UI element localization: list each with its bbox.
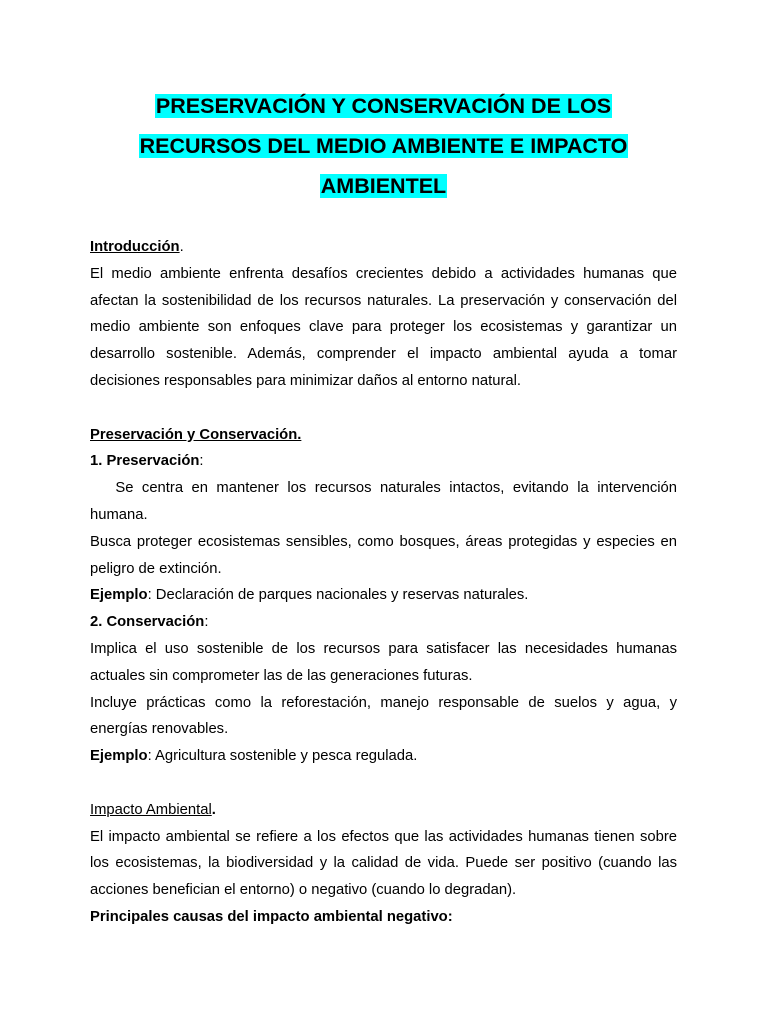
preservation-section-heading: Preservación y Conservación. bbox=[90, 426, 302, 443]
conservation-item-heading-punct: : bbox=[204, 614, 209, 631]
intro-heading-punct: . bbox=[179, 239, 184, 255]
conservation-example-label: Ejemplo bbox=[90, 748, 148, 765]
spacer bbox=[90, 395, 677, 422]
conservation-item-heading-line bbox=[90, 609, 677, 636]
impact-heading: Impacto Ambiental bbox=[90, 801, 212, 818]
impact-causes-heading-text: Principales causas del impacto ambiental negativo: bbox=[90, 908, 453, 925]
preservation-example-text: : Declaración de parques nacionales y reservas naturales. bbox=[147, 587, 529, 604]
document-title bbox=[90, 86, 677, 206]
preservation-item-heading-line bbox=[90, 448, 677, 475]
preservation-paragraph-1: Se centra en mantener los recursos naturales intactos, evitando la intervención humana. bbox=[90, 480, 682, 523]
document-page bbox=[90, 86, 682, 931]
impact-causes-heading bbox=[90, 904, 677, 931]
title-line-3: AMBIENTEL bbox=[320, 174, 447, 198]
preservation-example bbox=[90, 582, 677, 609]
conservation-item-heading: 2. Conservación bbox=[90, 614, 205, 631]
impact-heading-punct: . bbox=[211, 801, 216, 818]
impact-paragraph: El impacto ambiental se refiere a los efectos que las actividades humanas tienen sobre los ecosistemas, la biodiversidad y la calidad de vida. Puede ser positivo (cuando las acciones benefician el entorno) o negativo (cuando lo degradan). bbox=[90, 828, 677, 899]
conservation-example-text: : Agricultura sostenible y pesca regulada. bbox=[147, 748, 418, 765]
title-line-1: PRESERVACIÓN Y CONSERVACIÓN DE LOS bbox=[155, 94, 612, 118]
preservation-item-heading: 1. Preservación bbox=[90, 453, 200, 470]
document-body bbox=[90, 234, 682, 931]
preservation-example-label: Ejemplo bbox=[90, 587, 148, 604]
conservation-paragraph-2: Incluye prácticas como la reforestación, manejo responsable de suelos y agua, y energías renovables. bbox=[90, 694, 677, 738]
intro-paragraph: El medio ambiente enfrenta desafíos crecientes debido a actividades humanas que afectan la sostenibilidad de los recursos naturales. La preservación y conservación del medio ambiente son enfoques clave para proteger los ecosistemas y garantizar un desarrollo sostenible. Además, comprender el impacto ambiental ayuda a tomar decisiones responsables para minimizar daños al entorno natural. bbox=[90, 265, 677, 389]
preservation-item-heading-punct: : bbox=[199, 453, 204, 470]
title-line-2: RECURSOS DEL MEDIO AMBIENTE E IMPACTO bbox=[139, 134, 628, 158]
spacer bbox=[90, 770, 677, 797]
intro-heading-line bbox=[90, 234, 677, 261]
intro-heading: Introducción bbox=[90, 239, 180, 255]
conservation-paragraph-1: Implica el uso sostenible de los recursos para satisfacer las necesidades humanas actuales sin comprometer las de las generaciones futuras. bbox=[90, 640, 677, 684]
conservation-example bbox=[90, 743, 677, 770]
impact-heading-line bbox=[90, 797, 677, 824]
preservation-paragraph-2: Busca proteger ecosistemas sensibles, como bosques, áreas protegidas y especies en peligro de extinción. bbox=[90, 533, 677, 577]
